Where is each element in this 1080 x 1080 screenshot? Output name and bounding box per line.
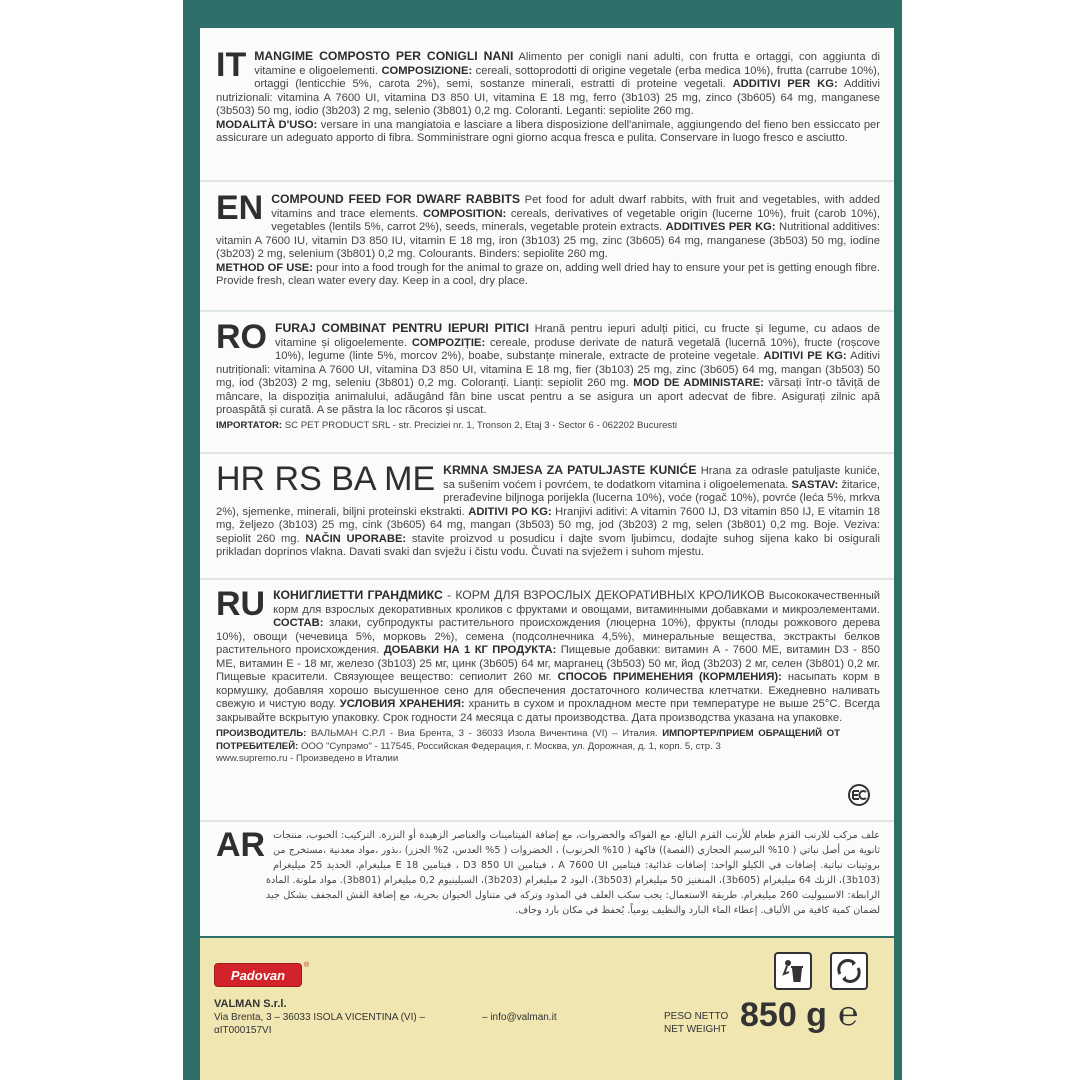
text-ro-3: Aditivi nutriționali: vitamina A 7600 UI, vitamina D3 850 UI, vitamina E 18 mg, fier (3b103) 25 mg, zinc (3b605) 64 mg, mangan (3b503) 50 mg, iod (3b203) 2 mg, seleniu (3b801) 0,2 mg. Coloranți. Lianți: sepiolit 260 mg.: [216, 350, 880, 389]
heading-en-use: METHOD OF USE:: [216, 261, 313, 274]
title-en: COMPOUND FEED FOR DWARF RABBITS: [271, 192, 521, 206]
net-weight-label: NET WEIGHT: [664, 1024, 727, 1035]
title-ru: КОНИГЛИЕТТИ ГРАНДМИКС: [273, 588, 443, 602]
text-it-3: Additivi nutrizionali: vitamina A 7600 UI, vitamina D3 850 UI, vitamina E 18 mg, ferro (3b103) 25 mg, zinco (3b605) 64 mg, manganese (3b503) 50 mg, iodio (3b203) 2 mg, selenio (3b801) 0,2 mg. Coloranti. Leganti: sepiolite 260 mg.: [216, 78, 880, 117]
section-it: [200, 46, 894, 146]
text-en-1: Pet food for adult dwarf rabbits, with fruit and vegetables, with added vitamins and trace elements.: [271, 194, 880, 220]
heading-en-comp: COMPOSITION:: [422, 207, 507, 220]
net-weight-value: 850 g: [740, 996, 827, 1034]
address-line: Via Brenta, 3 – 36033 ISOLA VICENTINA (VI) –: [214, 1012, 426, 1023]
right-border: [894, 0, 902, 1080]
heading-ru-imp: ИМПОРТЕР/ПРИЕМ ОБРАЩЕНИЙ ОТ ПОТРЕБИТЕЛЕЙ:: [216, 728, 841, 752]
lang-code-ar: AR: [216, 826, 266, 864]
heading-ru-comp: СОСТАВ:: [273, 617, 324, 629]
heading-it-add: ADDITIVI PER KG:: [732, 78, 838, 90]
lang-code-ro: RO: [216, 318, 267, 356]
divider: [200, 180, 894, 182]
heading-ru-use: СПОСОБ ПРИМЕНЕНИЯ (КОРМЛЕНИЯ):: [557, 671, 782, 683]
company-name: VALMAN S.r.l.: [214, 998, 287, 1010]
title-it: MANGIME COMPOSTO PER CONIGLI NANI: [254, 49, 514, 63]
heading-ru-add: ДОБАВКИ НА 1 КГ ПРОДУКТА:: [383, 644, 557, 656]
text-it-1: Alimento per conigli nani adulti, con frutta e ortaggi, con aggiunta di vitamine e oligoelementi.: [254, 51, 880, 77]
net-weight-labels: [664, 1010, 728, 1036]
email: – info@valman.it: [482, 1012, 557, 1023]
text-hr-1: Hrana za odrasle patuljaste kuniće, sa sušenim voćem i povrćem, te dodatkom vitamina i oligoelemenata.: [443, 465, 880, 491]
text-ru-2: злаки, субпродукты растительного происхождения (люцерна 10%), фрукты (плоды рожкового дерева 10%), овощи (чечевица 5%, морковь 2%), семена (подсолнечника 4,5%), минеральные вещества, экстракты белков растительного происхождения.: [216, 617, 880, 656]
registered-mark: ®: [304, 962, 310, 969]
text-ru-3: Пищевые добавки: витамин А - 7600 МЕ, витамин D3 - 850 МЕ, витамин Е - 18 мг, железо (3b103) 25 мг, цинк (3b605) 64 мг, марганец (3b503) 50 мг, йод (3b203) 2 мг, селен (3b801) 0,2 мг. Пищевые красители. Связующее вещество: сепиолит 260 мг.: [216, 644, 880, 683]
heading-en-add: ADDITIVES PER KG:: [665, 221, 776, 233]
importer-ro: [216, 420, 880, 433]
heading-it-use: MODALITÀ D'USO:: [216, 118, 318, 131]
importer-text: SC PET PRODUCT SRL - str. Preciziei nr. 1, Tronson 2, Etaj 3 - Sector 6 - 062202 Bucuresti: [282, 419, 678, 431]
text-it-2: cereali, sottoprodotti di origine vegetale (erba medica 10%), frutta (carrube 10%), ortaggi (lenticchie 5%, carota 2%), semi, sostanze minerali, estratti di proteine vegetali.: [254, 64, 880, 90]
text-ru-7: ООО "Супрэмо" - 117545, Российская Федерация, г. Москва, ул. Дорожная, д. 1, корп. 5, стр. 3: [298, 740, 721, 752]
heading-ru-prod: ПРОИЗВОДИТЕЛЬ:: [216, 728, 307, 739]
heading-ro-add: ADITIVI PE KG:: [763, 350, 847, 362]
heading-it-comp: COMPOSIZIONE:: [381, 64, 473, 77]
text-en-4: pour into a food trough for the animal to graze on, adding well dried hay to ensure your pet is getting enough fibre. Provide fresh, clean water every day. Keep in a cool, dry place.: [216, 261, 880, 287]
text-en-3: Nutritional additives: vitamin A 7600 IU, vitamin D3 850 IU, vitamin E 18 mg, iron (3b103) 25 mg, zinc (3b605) 64 mg, manganese (3b503) 50 mg, iodine (3b203) 2 mg, selenium (3b801) 0,2 mg. Colourants. Binders: sepiolite 260 mg.: [216, 221, 880, 260]
eac-mark-icon: [846, 784, 872, 811]
lang-code-en: EN: [216, 189, 264, 227]
brand-logo: Padovan: [214, 963, 302, 987]
text-hr-2: žitarice, prerađevine biljnoga porijekla (lucerna 10%), voće (rogač 10%), povrće (leća 5%, mrkva 2%), sjemenke, minerali, biljni proteinski ekstrakti.: [216, 478, 881, 518]
text-ru-6: ВАЛЬМАН С.Р.Л - Виа Брента, 3 - 36033 Изола Вичентина (VI) – Италия.: [306, 728, 663, 739]
recycle-bin-icon: [774, 952, 812, 990]
lang-code-ru: RU: [216, 585, 266, 623]
lang-code-it: IT: [216, 46, 247, 84]
section-ar: [200, 828, 894, 918]
text-ro-1: Hrană pentru iepuri adulți pitici, cu fructe și legume, cu adaos de vitamine și oligoelemente.: [275, 323, 880, 349]
section-hr: [200, 460, 894, 560]
heading-ro-comp: COMPOZIȚIE:: [411, 336, 486, 349]
divider: [200, 578, 894, 580]
subtitle-ru: - КОРМ ДЛЯ ВЗРОСЛЫХ ДЕКОРАТИВНЫХ КРОЛИКОВ: [442, 588, 765, 602]
section-en: [200, 189, 894, 289]
divider: [200, 310, 894, 312]
divider: [200, 820, 894, 822]
left-border: [183, 0, 200, 1080]
section-ru: [200, 585, 894, 766]
approval-code: αIT000157VI: [214, 1025, 272, 1036]
text-ar: علف مركب للارنب القزم طعام للأرنب القزم البالغ، مع الفواكه والخضروات، مع إضافة الفيتامينات والعناصر الزهيدة أو النزرة. التركيب: الحبوب، منتجات ثانوية من أصل نباتي ( 10% البرسيم الحجازي (الفصة)) فاكهة ( 10% الخرنوب) ، الخضروات ( 5% العدس، 2% الجزر) ،بذور ،مواد معدنية ،مستخرج من بروتينات نباتية. إضافات في الكيلو الواحد: إضافات غذائية: فيتامين A 7600 UI ، فيتامين D3 850 UI ، فيتامين E 18 ميليغرام، الحديد 25 ميليغرام (3b103)، الزنك 64 ميليغرام (3b605)، المنغنيز 50 ميليغرام (3b503)، اليود 2 ميليغرام (3b203)، السيلينيوم 0,2 ميليغرام (3b801). مواد ملونة. المادة الرابطة: الاسبيوليت 260 ميليغرام. طريقة الاستعمال: يجب سكب العلف في المذود وتركه في متناول الحيوان بحرية، مع إضافة القش المجفف بشكل جيد لضمان كمية كافية من الألياف. إعطاء الماء البارد والنظيف يومياً. يُحفظ في مكان بارد وجاف.: [266, 830, 880, 916]
text-ru-8: www.supremo.ru - Произведено в Италии: [216, 753, 399, 764]
text-hr-3: Hranjivi aditivi: A vitamin 7600 IJ, D3 vitamin 850 IJ, E vitamin 18 mg, željezo (3b103) 25 mg, cink (3b605) 64 mg, mangan (3b503) 50 mg, jod (3b203) 2 mg, selen (3b801) 0,2 mg. Boje. Veziva: sepiolit 260 mg.: [216, 505, 880, 545]
text-ru-5: хранить в сухом и прохладном месте при температуре не выше 25°С. Всегда закрывайте вскрытую упаковку. Срок годности 24 месяца с даты производства. Дата производства указана на упаковке.: [216, 698, 881, 724]
title-hr: KRMNA SMJESA ZA PATULJASTE KUNIĆE: [443, 463, 697, 477]
text-ro-4: vărsați într-o tăviță de mâncare, la dispoziția animalului, adăugând fân bine uscat pentru a se asigura un aport adecvat de fibre. Asigurați zilnic apă proaspătă și curată. A se păstra la loc răcoros și uscat.: [216, 377, 880, 416]
text-ru-1: Высококачественный корм для взрослых декоративных кроликов с фруктами и овощами, витаминными добавками и микроэлементами.: [273, 590, 880, 616]
text-hr-4: stavite proizvod u posudicu i dajte svom ljubimcu, dodajte suhog sijena kako bi osigurali prikladan doprinos vlakna. Davati svaki dan svježu i čistu vodu. Čuvati na svježem i suhom mjestu.: [216, 532, 880, 558]
text-ro-2: cereale, produse derivate de natură vegetală (lucernă 10%), fructe (roșcove 10%), legume (linte 5%, morcov 2%), boabe, substanțe minerale, extracte de proteine vegetale.: [275, 336, 880, 362]
title-ro: FURAJ COMBINAT PENTRU IEPURI PITICI: [275, 321, 530, 335]
heading-ro-use: MOD DE ADMINISTARE:: [633, 377, 764, 389]
text-ru-4: насыпать корм в кормушку, добавляя хорошо высушенное сено для обеспечения достаточного количества клетчатки. Ежедневно наливать свежую и чистую воду.: [216, 671, 880, 710]
recycle-arrows-icon: [830, 952, 868, 990]
heading-ru-store: УСЛОВИЯ ХРАНЕНИЯ:: [339, 698, 465, 710]
section-ro: [200, 318, 894, 432]
importer-label: IMPORTATOR:: [216, 419, 283, 431]
producer-ru: [216, 728, 880, 766]
divider: [200, 452, 894, 454]
heading-hr-use: NAČIN UPORABE:: [305, 532, 407, 545]
text-it-4: versare in una mangiatoia e lasciare a libera disposizione dell'animale, aggiungendo del fieno ben essiccato per assicurare un adeguato apporto di fibra. Somministrare ogni giorno acqua fresca e pulita. Conservare in luogo fresco e asciutto.: [216, 118, 880, 144]
text-en-2: cereals, derivatives of vegetable origin (lucerne 10%), fruit (carob 10%), vegetables (lentils 5%, carrot 2%), seeds, minerals, vegetable protein extracts.: [271, 207, 880, 233]
e-mark: ℮: [838, 996, 859, 1033]
top-strip: [183, 0, 902, 28]
lang-code-hr: HR RS BA ME: [216, 460, 436, 498]
heading-hr-add: ADITIVI PO KG:: [468, 505, 552, 518]
heading-hr-comp: SASTAV:: [791, 478, 839, 491]
peso-netto-label: PESO NETTO: [664, 1011, 729, 1022]
